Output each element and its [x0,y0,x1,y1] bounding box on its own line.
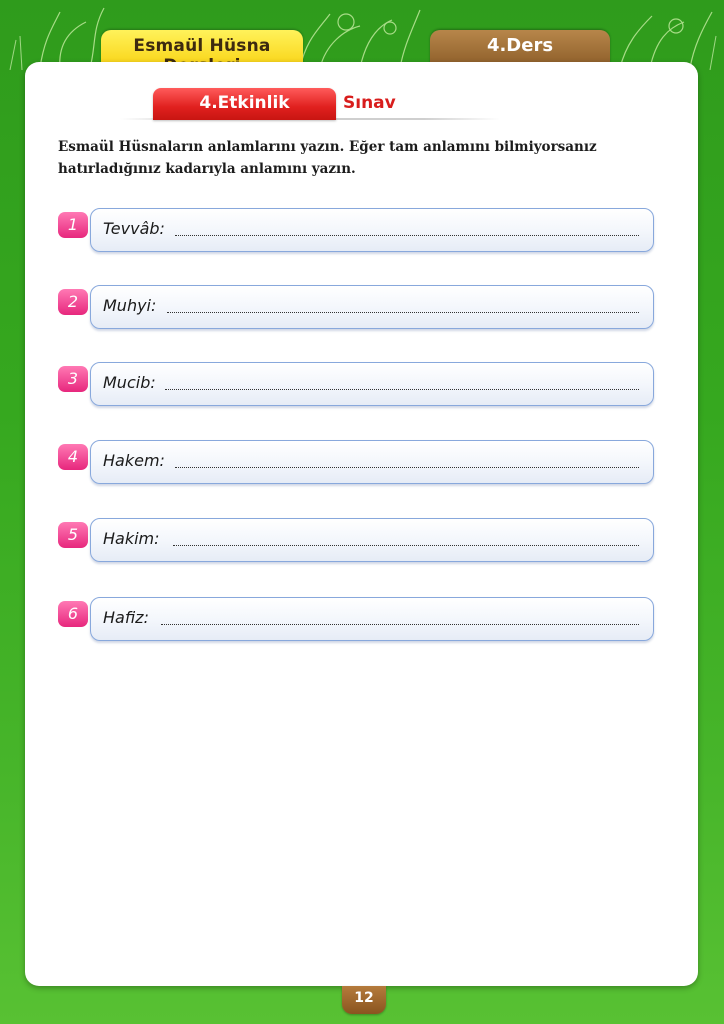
question-row [58,518,658,566]
answer-box[interactable] [90,597,654,641]
question-number-badge: 1 [58,212,88,238]
question-number-badge: 3 [58,366,88,392]
answer-box[interactable] [90,518,654,562]
answer-line[interactable] [167,312,639,313]
answer-box[interactable] [90,440,654,484]
question-term: Hakim: [103,529,160,548]
answer-box[interactable] [90,285,654,329]
answer-line[interactable] [173,545,639,546]
question-row [58,208,658,256]
page-number: 12 [354,990,374,1006]
answer-line[interactable] [161,624,639,625]
lesson-title: 4.Ders [486,35,554,56]
question-term: Hakem: [103,451,165,470]
page-number-tab [342,986,386,1014]
question-term: Muhyi: [103,296,157,315]
answer-line[interactable] [175,235,639,236]
activity-type: Sınav [343,93,396,113]
lesson-tab [430,30,610,66]
question-number-badge: 6 [58,601,88,627]
answer-box[interactable] [90,208,654,252]
question-term: Hafiz: [103,608,149,627]
question-row [58,597,658,645]
question-row [58,362,658,410]
answer-line[interactable] [165,389,639,390]
question-number-badge: 4 [58,444,88,470]
answer-box[interactable] [90,362,654,406]
series-tab [101,30,303,66]
question-term: Mucib: [103,373,156,392]
answer-line[interactable] [175,467,639,468]
activity-tab [153,88,336,120]
question-number-badge: 2 [58,289,88,315]
activity-label: 4.Etkinlik [199,93,290,113]
instructions-text: Esmaül Hüsnaların anlamlarını yazın. Eğer tam anlamını bilmiyorsanız hatırladığınız kadarıyla anlamını yazın. [58,139,597,177]
question-number-badge: 5 [58,522,88,548]
question-row [58,440,658,488]
question-row [58,285,658,333]
series-title: Esmaül Hüsna [133,36,271,56]
question-term: Tevvâb: [103,219,165,238]
